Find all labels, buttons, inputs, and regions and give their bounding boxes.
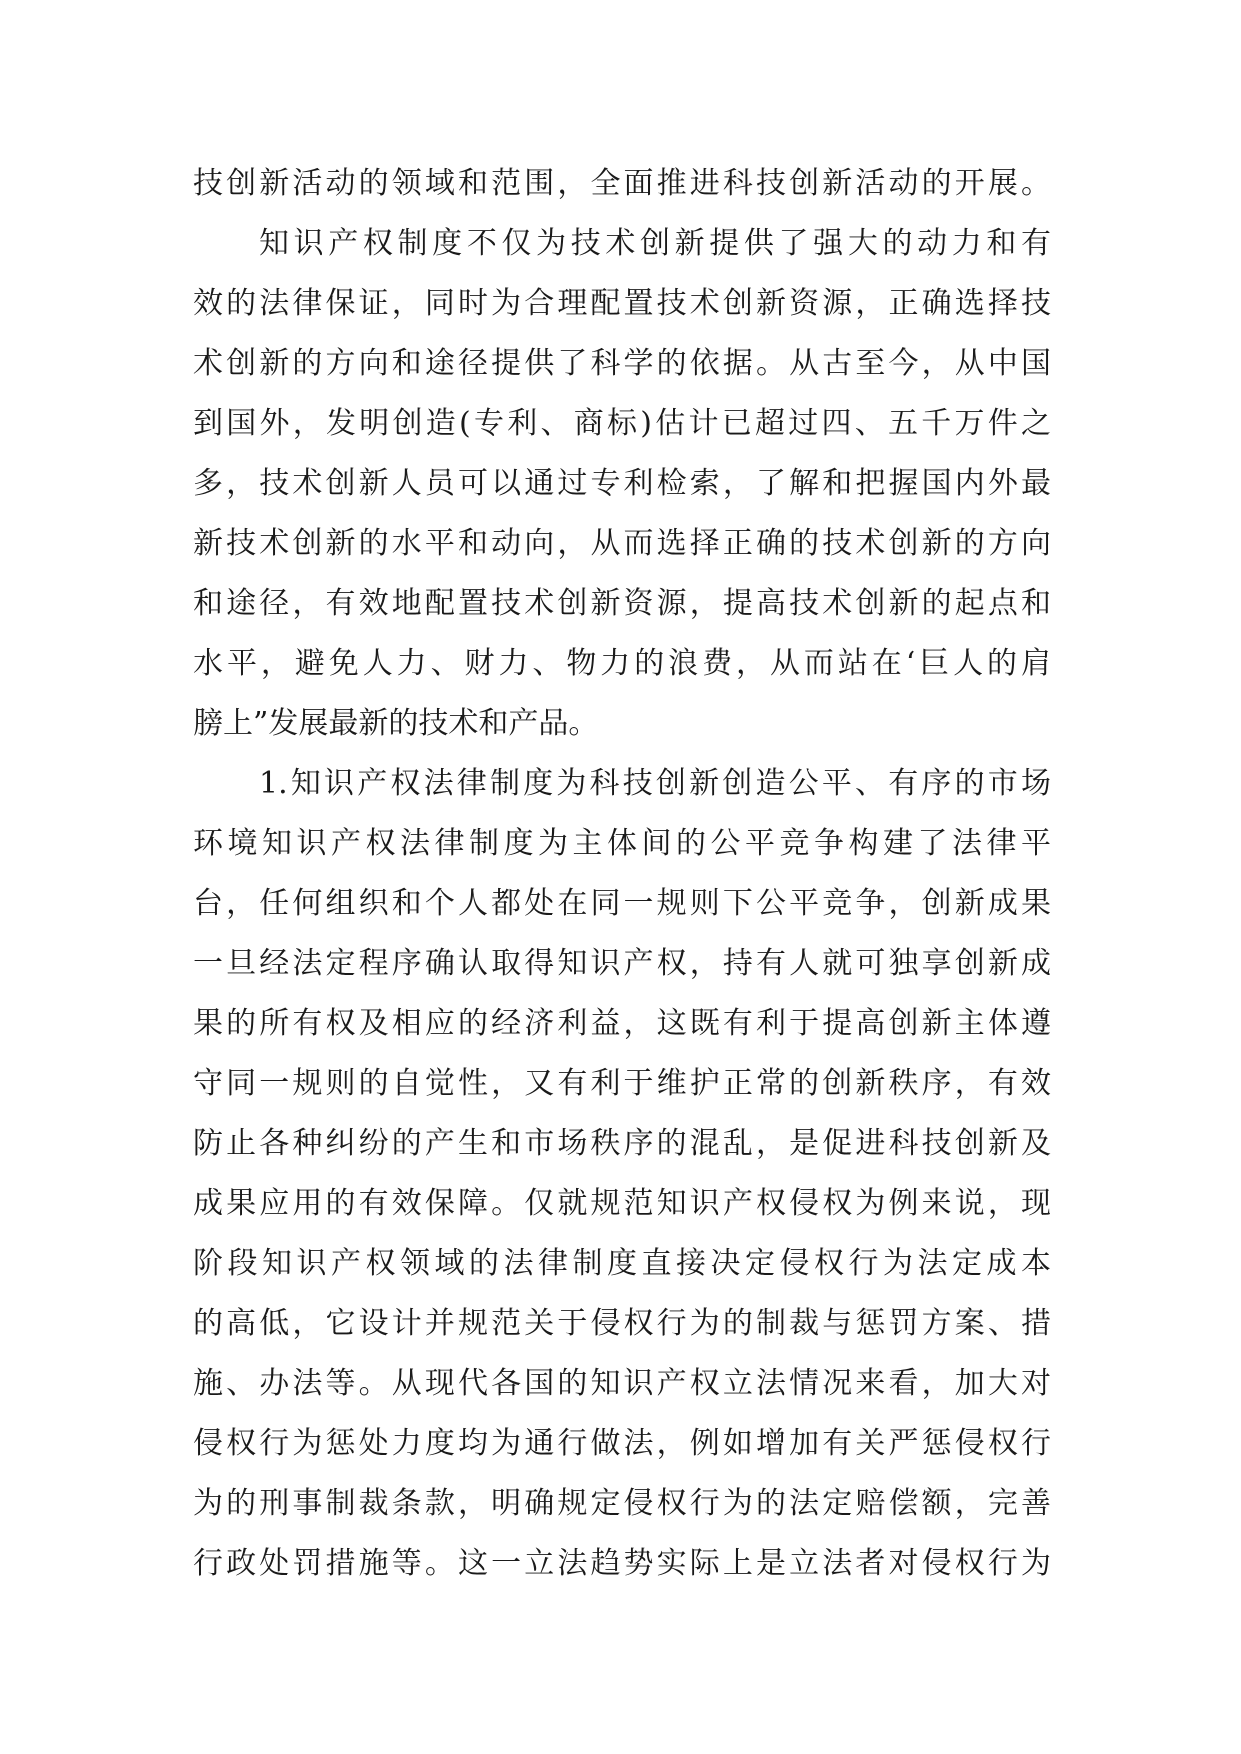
text-line: 果的所有权及相应的经济利益，这既有利于提高创新主体遵 (193, 1006, 1051, 1041)
text-line: 效的法律保证，同时为合理配置技术创新资源，正确选择技 (193, 286, 1051, 321)
text-line: 的高低，它设计并规范关于侵权行为的制裁与惩罚方案、措 (193, 1306, 1051, 1341)
text-line: 知识产权制度不仅为技术创新提供了强大的动力和有 (259, 226, 1051, 261)
text-line: 防止各种纠纷的产生和市场秩序的混乱，是促进科技创新及 (193, 1126, 1051, 1161)
text-line: 新技术创新的水平和动向，从而选择正确的技术创新的方向 (193, 526, 1051, 561)
text-line: 侵权行为惩处力度均为通行做法，例如增加有关严惩侵权行 (193, 1426, 1051, 1461)
text-line: 1.知识产权法律制度为科技创新创造公平、有序的市场 (259, 766, 1051, 801)
text-line: 一旦经法定程序确认取得知识产权，持有人就可独享创新成 (193, 946, 1051, 981)
text-line: 多，技术创新人员可以通过专利检索，了解和把握国内外最 (193, 466, 1051, 501)
text-line: 为的刑事制裁条款，明确规定侵权行为的法定赔偿额，完善 (193, 1486, 1051, 1521)
text-line: 技创新活动的领域和范围，全面推进科技创新活动的开展。 (193, 166, 1051, 201)
text-line: 台，任何组织和个人都处在同一规则下公平竞争，创新成果 (193, 886, 1051, 921)
text-line: 膀上”发展最新的技术和产品。 (193, 706, 599, 741)
text-line: 环境知识产权法律制度为主体间的公平竞争构建了法律平 (193, 826, 1051, 861)
text-line: 到国外，发明创造(专利、商标)估计已超过四、五千万件之 (193, 406, 1051, 441)
text-line: 施、办法等。从现代各国的知识产权立法情况来看，加大对 (193, 1366, 1051, 1401)
text-line: 成果应用的有效保障。仅就规范知识产权侵权为例来说，现 (193, 1186, 1051, 1221)
text-line: 行政处罚措施等。这一立法趋势实际上是立法者对侵权行为 (193, 1546, 1051, 1581)
body-text (193, 154, 1051, 1594)
text-line: 术创新的方向和途径提供了科学的依据。从古至今，从中国 (193, 346, 1051, 381)
text-line: 守同一规则的自觉性，又有利于维护正常的创新秩序，有效 (193, 1066, 1051, 1101)
text-line: 和途径，有效地配置技术创新资源，提高技术创新的起点和 (193, 586, 1051, 621)
text-line: 水平，避免人力、财力、物力的浪费，从而站在‘巨人的肩 (193, 646, 1051, 681)
text-line: 阶段知识产权领域的法律制度直接决定侵权行为法定成本 (193, 1246, 1051, 1281)
